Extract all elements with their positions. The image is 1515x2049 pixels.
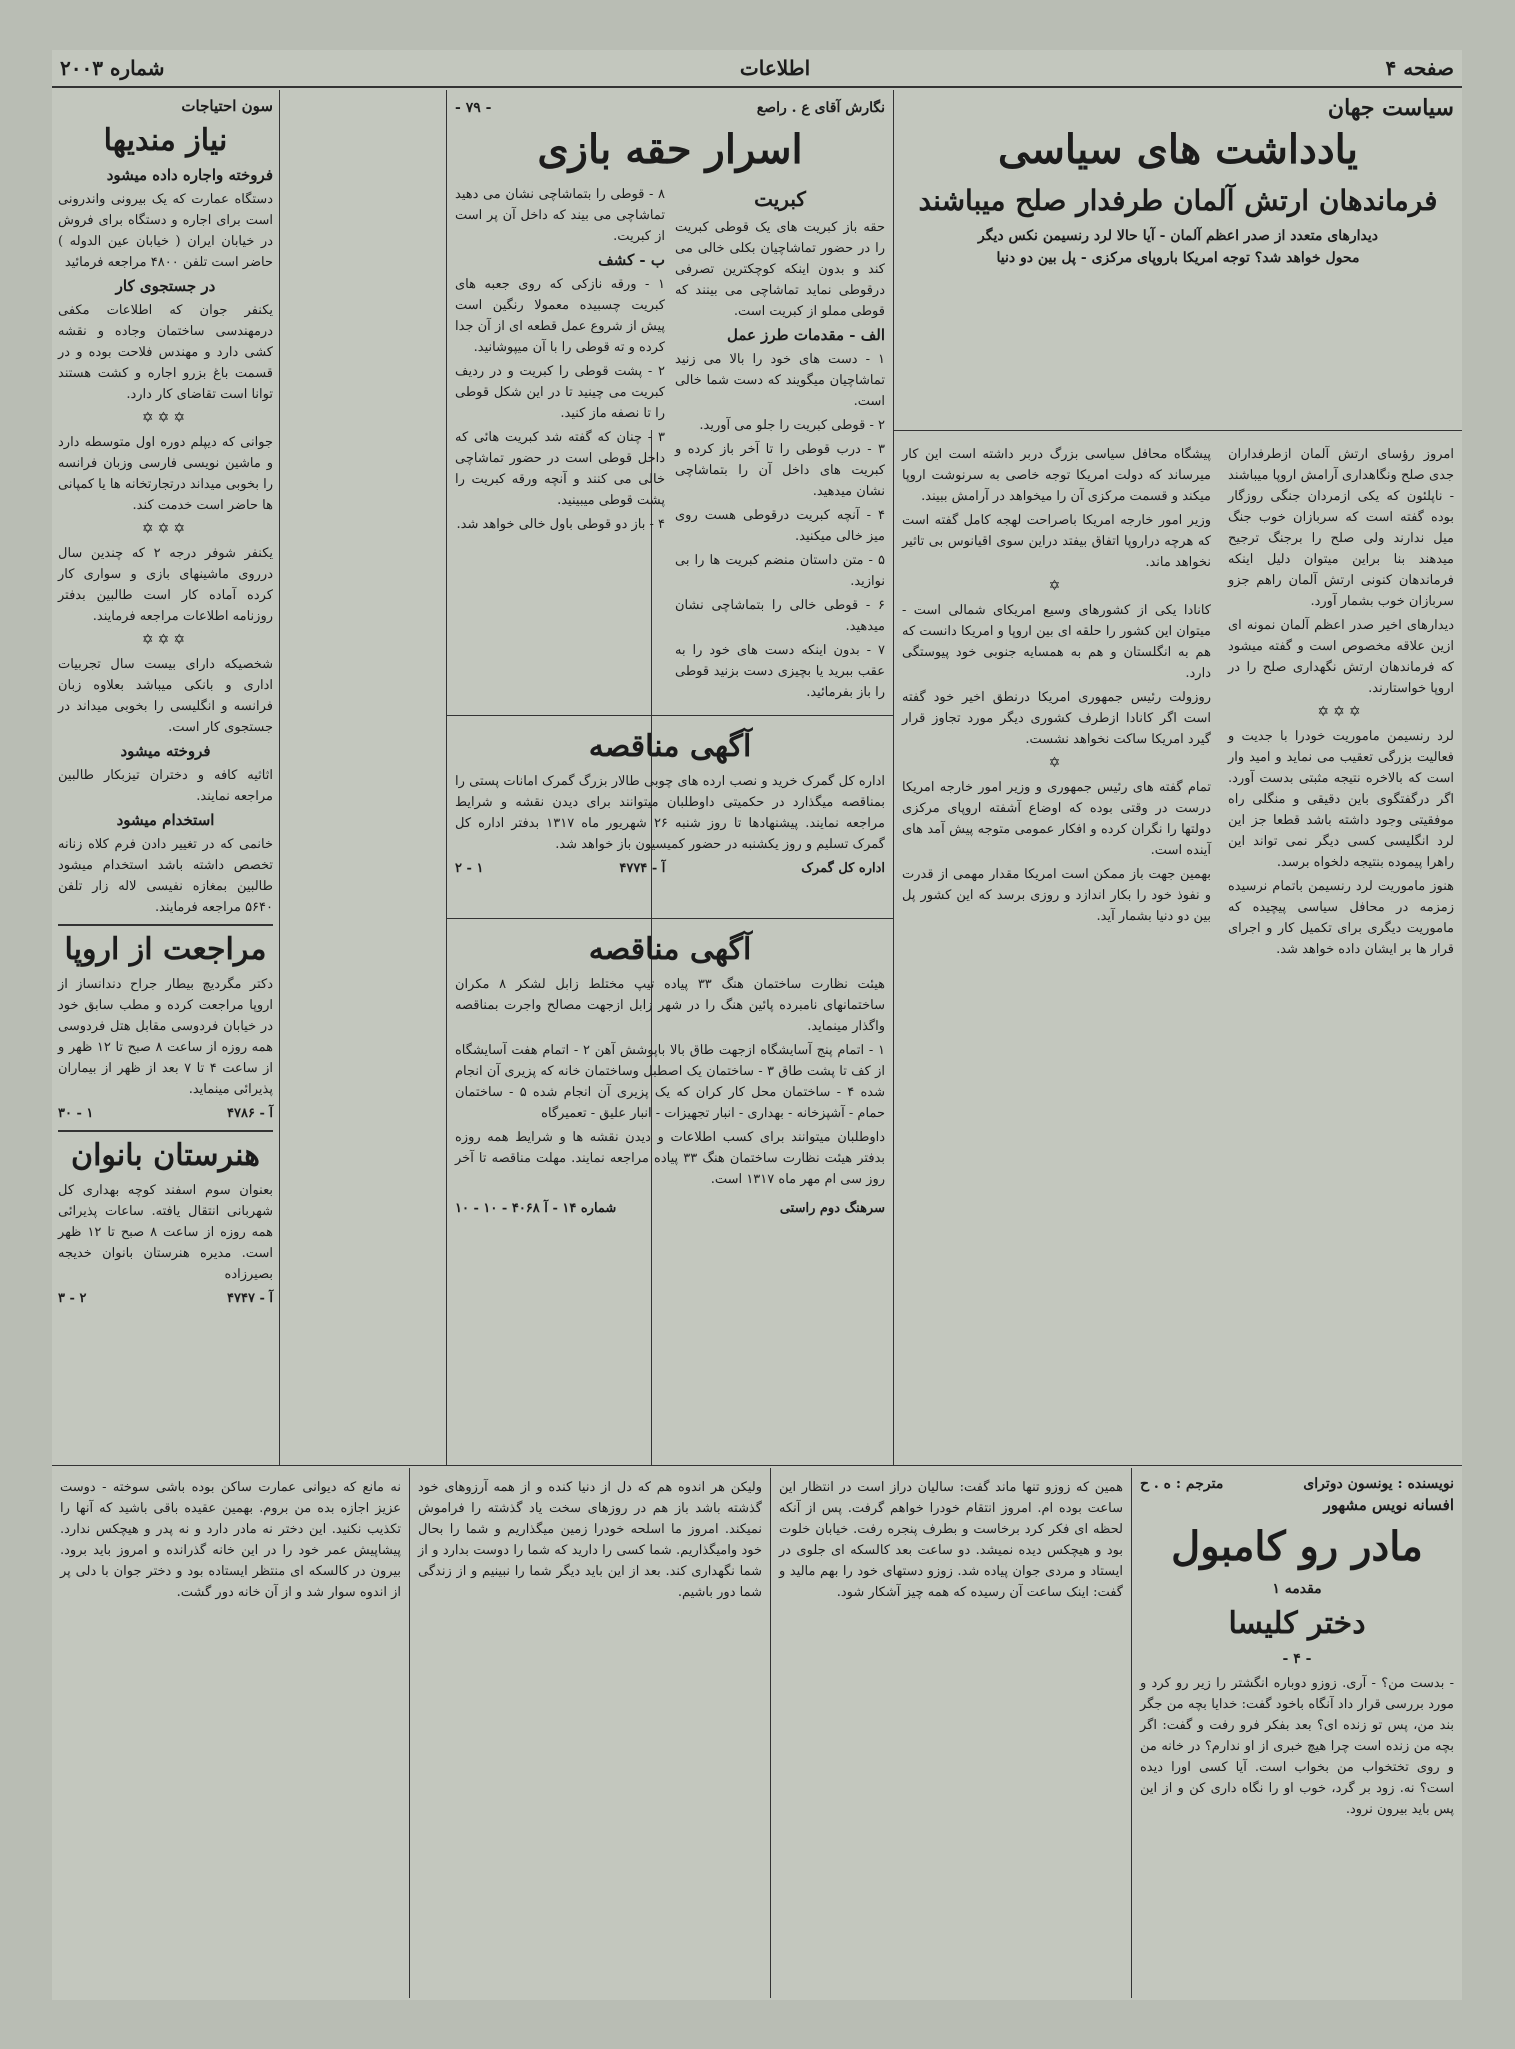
- divider: [409, 1468, 410, 1998]
- divider: [447, 715, 893, 716]
- divider: [279, 90, 280, 1465]
- tricks-step: ۸ - قوطی را بتماشاچی نشان می دهید تماشاچی می بیند که داخل آن پر است از کبریت.: [455, 187, 665, 244]
- page-number: صفحه ۴: [1385, 56, 1454, 80]
- tricks-step: ۲ - پشت قوطی را کبریت و در ردیف کبریت می چینید تا در این شکل قوطی را تا نصفه ماز کنید.: [455, 364, 665, 421]
- tender-signature: سرهنگ دوم راستی: [779, 1201, 885, 1216]
- classified-ad: یکنفر جوان که اطلاعات مکفی درمهندسی ساختمان وجاده و نقشه کشی دارد و مهندس فلاحت بوده و در قسمت باغ بزرو اجاره و کشت هستند توانا است تقاضای کار دارد.: [58, 303, 273, 402]
- classifieds-sub: فروخته میشود: [120, 742, 211, 760]
- tender-title: آگهی مناقصه: [588, 729, 752, 764]
- tender-body: هیئت نظارت ساختمان هنگ ۳۳ پیاده تیپ مختلط زابل لشکر ۸ مکران ساختمانهای نامبرده پائین هنگ را در شهر زابل ازجهت مصالح واجرت بمناقصه واگذار مینماید.: [455, 977, 885, 1034]
- classifieds-section: سون احتیاجات: [181, 97, 273, 115]
- separator-stars: ✡✡✡: [141, 410, 190, 426]
- serial-column-2: [771, 1468, 1131, 1998]
- serial-label: افسانه نویس مشهور: [1323, 1496, 1454, 1514]
- serial-translator: مترجم : ه . ح: [1140, 1476, 1224, 1492]
- serial-text: همین که زوزو تنها ماند گفت: سالیان دراز است در انتظار این ساعت بوده ام. امروز انتقام خودرا خواهم گرفت. پس از آنکه لحظه ای فکر کرد برخاست و بطرف پنجره رفت. خیابان خلوت بود و هیچکس دیده نمیشد. دو ساعت بعد کالسکه ای جلوی در ایستاد و مردی جوان پیاده شد. زوزو دستهای خود را بهم مالید و گفت: اینک ساعت آن رسیده که همه چیز آشکار شود.: [779, 1480, 1123, 1600]
- serial-column-3: [410, 1468, 770, 1998]
- serial-subtitle: دختر کلیسا: [1228, 1606, 1366, 1641]
- politics-title: یادداشت های سیاسی: [998, 126, 1358, 173]
- tender-code: شماره ۱۴ - آ ۴۰۶۸ - ۱۰ - ۱۰: [455, 1201, 617, 1216]
- tricks-step: ۴ - آنچه کبریت درقوطی هست روی میز خالی میکنید.: [675, 508, 885, 544]
- classifieds-sub: استخدام میشود: [116, 811, 215, 829]
- tender-signature: اداره کل گمرک: [801, 861, 885, 876]
- politics-paragraph: بهمین جهت باز ممکن است امریکا مقدار مهمی از قدرت و نفوذ خود را بکار اندازد و روزی برسد که این کشور پل بین دو دنیا بشمار آید.: [902, 867, 1211, 924]
- classified-ad: خانمی که در تغییر دادن فرم کلاه زنانه تخصص داشته باشد استخدام میشود طالبین بمغازه نفیسی لاله زار تلفن ۵۶۴۰ مراجعه فرمایند.: [58, 837, 273, 915]
- tender-code: آ - ۴۷۷۴: [619, 861, 666, 876]
- tender-ad-1: [447, 717, 893, 917]
- separator-stars: ✡✡✡: [141, 632, 190, 648]
- politics-paragraph: هنوز ماموریت لرد رنسیمن باتمام نرسیده زمزمه در محافل سیاسی پیچیده که ماموریت دیگری برای تکمیل کار و اجرای قرار ها بر ایشان داده خواهد شد.: [1228, 879, 1454, 957]
- tender-title: آگهی مناقصه: [588, 932, 752, 967]
- tricks-step: ۲ - قوطی کبریت را جلو می آورید.: [699, 418, 885, 433]
- school-body: بعنوان سوم اسفند کوچه بهداری کل شهربانی انتقال یافته. ساعات پذیرائی همه روزه از ساعت ۸ صبح تا ۱۲ ظهر است. مدیره هنرستان بانوان خدیجه بصیرزاده: [58, 1183, 273, 1282]
- school-title: هنرستان بانوان: [71, 1138, 260, 1173]
- tender-ad-2: [447, 920, 893, 1465]
- politics-paragraph: لرد رنسیمن ماموریت خودرا با جدیت و فعالیت بزرگی تعقیب می نماید و امید وار است که بالاخره نتیجه مثبتی بدست آورد. اگر درگفتگوی باین دقیقی و منگلی راه موفقیتی وجود داشته باشد قطعا جز این لرد انگلیسی کسی دیگر نمی تواند این راهرا پیموده بنتیجه دلخواه برسد.: [1228, 729, 1454, 870]
- tricks-step: ۴ - باز دو قوطی باول خالی خواهد شد.: [456, 517, 665, 532]
- politics-deck-2: محول خواهد شد؟ توجه امریکا باروپای مرکزی - پل بین دو دنیا: [996, 250, 1360, 266]
- tricks-step: ۱ - دست های خود را بالا می زنید تماشاچیان میگویند که دست شما خالی است.: [675, 352, 885, 409]
- separator-stars: ✡✡✡: [1317, 704, 1365, 720]
- classified-ad: اثاثیه کافه و دختران تیزبکار طالبین مراجعه نمایند.: [58, 768, 273, 804]
- school-code: آ - ۴۷۴۷: [227, 1291, 273, 1306]
- return-number: ۱ - ۳۰: [58, 1106, 94, 1121]
- classified-ad: شخصیکه دارای بیست سال تجربیات اداری و بانکی میباشد بعلاوه زبان فرانسه و انگلیسی را بخوبی میداند در جستجوی کار است.: [58, 657, 273, 735]
- tender-number: ۱ - ۲: [455, 861, 484, 876]
- tricks-step: ۳ - درب قوطی را تا آخر باز کرده و کبریت های داخل آن را بتماشاچی نشان میدهید.: [675, 442, 885, 499]
- school-number: ۲ - ۳: [58, 1291, 87, 1306]
- tricks-byline: نگارش آقای ع . راصع: [756, 100, 885, 116]
- newspaper-page: [52, 50, 1462, 2000]
- separator-stars: ✡: [1048, 578, 1065, 594]
- serial-title: مادر رو کامبول: [1171, 1523, 1423, 1570]
- tricks-article: [447, 92, 893, 712]
- divider: [1131, 1468, 1132, 1998]
- serial-number: - ۴ -: [1282, 1651, 1312, 1667]
- divider: [894, 430, 1462, 431]
- serial-author: نویسنده : یونسون دوترای: [1303, 1476, 1454, 1492]
- serial-column-4: [52, 1468, 409, 1998]
- politics-column-2: [894, 435, 1219, 1460]
- divider: [447, 918, 893, 919]
- serial-text: - بدست من؟ - آری. زوزو دوباره انگشتر را زیر رو کرد و مورد بررسی قرار داد آنگاه باخود گفت: خدایا بچه من جگر بند من، پس تو زنده ای؟ بعد بفکر فرو رفت و گفت: اگر بچه من زنده است چرا هیچ خبری از او ندارم؟ در خانه من و روی تختخواب من بخواب است. آیا کسی اورا دیده است؟ نه. زود بر گرد، خوب او را نگاه داری کن و از این پس باید بیرون نرود.: [1140, 1676, 1454, 1817]
- politics-paragraph: پیشگاه محافل سیاسی بزرگ دربر داشته است این کار میرساند که دولت امریکا توجه خاصی به سرنوشت اروپا میکند و قسمت مرکزی آن را میخواهد در آرامش ببیند.: [902, 447, 1211, 504]
- separator-stars: ✡: [1048, 755, 1065, 771]
- politics-column-1: [1220, 435, 1462, 1460]
- tricks-step: ۷ - بدون اینکه دست های خود را به عقب ببرید یا بچیزی دست بزنید قوطی را باز بفرمائید.: [675, 643, 885, 700]
- tricks-step: ۵ - متن داستان منضم کبریت ها را بی نوازید.: [675, 553, 885, 589]
- paper-name: اطلاعات: [739, 56, 811, 80]
- tricks-reveal-heading: ب - کشف: [598, 251, 665, 269]
- classifieds-title: نیاز مندیها: [103, 123, 228, 158]
- divider: [770, 1468, 771, 1998]
- tricks-step: ۶ - قوطی خالی را بتماشاچی نشان میدهید.: [675, 598, 885, 634]
- serial-text: نه مانع که دیوانی عمارت ساکن بوده باشی سوخته - دوست عزیز اجازه بده من بروم. بهمین عقیده باقی باشید که آنها را تکذیب نکنید. این دختر نه مادر دارد و نه پدر و هیچکس ندارد. پیشاپیش عمر خود را در این خانه گذرانده و امروز باید برود. بیرون در کالسکه ای منتظر ایستاده بود و دختر جوان با دلی پر از اندوه سوار شد و از آن خانه دور گشت.: [60, 1480, 401, 1600]
- tender-body: داوطلبان میتوانند برای کسب اطلاعات و دیدن نقشه ها و شرایط همه روزه بدفتر هیئت نظارت ساختمان هنگ ۳۳ پیاده مراجعه نمایند. مهلت مناقصه تا آخر روز سی ام مهر ماه ۱۳۱۷ است.: [455, 1130, 886, 1187]
- tricks-step: ۳ - چنان که گفته شد کبریت هائی که داخل قوطی است در حضور تماشاچی خالی می کنند و آنچه ورقه کبریت را پشت قوطی میبینید.: [455, 430, 665, 508]
- tricks-step: ۱ - ورقه نازکی که روی جعبه های کبریت چسبیده معمولا رنگین است پیش از شروع عمل قطعه ای از آن جدا کرده و ته قوطی را با آن میپوشانید.: [455, 277, 665, 355]
- tricks-intro: حقه باز کبریت های یک قوطی کبریت را در حضور تماشاچیان بکلی خالی می کند و بدون اینکه کوچکترین تصرفی درقوطی نماید تماشاچی می بینند که قوطی مملو از کبریت است.: [675, 220, 885, 319]
- tender-items: ۱ - اتمام پنج آسایشگاه ازجهت طاق بالا باپوشش آهن ۲ - اتمام هفت آسایشگاه از کف تا پشت طاق ۳ - ساختمان یک اصطبل وساختمان خانه که پزیری آن انجام شده ۴ - ساختمان محل کار کران که یک پزیری آن انجام شده ۵ - ساختمان حمام - آشپزخانه - بهداری - انبار تجهیزات - انبار علیق - تعمیرگاه: [455, 1043, 886, 1121]
- classified-ad: جوانی که دیپلم دوره اول متوسطه دارد و ماشین نویسی فارسی وزبان فرانسه را بخوبی میداند درتجارتخانه ها یا کمپانی ها حاضر است خدمت کند.: [58, 435, 273, 513]
- serial-header: [1132, 1468, 1462, 1998]
- classifieds-sub: در جستجوی کار: [115, 277, 216, 295]
- tricks-steps-heading: الف - مقدمات طرز عمل: [726, 326, 885, 344]
- politics-header-block: [894, 92, 1462, 432]
- politics-paragraph: کانادا یکی از کشورهای وسیع امریکای شمالی است - میتوان این کشور را حلقه ای بین اروپا و امریکا دانست که هم به انگلستان و هم به همسایه جنوبی خود پیوستگی دارد.: [902, 603, 1211, 681]
- politics-headline: فرماندهان ارتش آلمان طرفدار صلح میباشند: [918, 184, 1438, 217]
- serial-text: ولیکن هر اندوه هم که دل از دنیا کنده و از همه آرزوهای خود گذشته باشد باز هم در روزهای سخت یاد گذشته را فراموش نمیکند. امروز ما اسلحه خودرا زمین میگذاریم و شما را بحال خود وامیگذاریم. شما کسی را دارید که شما را دوست بدارد و از شما نگهداری کند. بعد از این باید دیگر شما را نبینیم و از زندگی شما دور باشیم.: [418, 1480, 762, 1600]
- return-title: مراجعت از اروپا: [64, 932, 267, 967]
- divider: [52, 1465, 1462, 1466]
- section-label: سیاست جهان: [1327, 95, 1454, 121]
- classifieds-sub: فروخته واجاره داده میشود: [106, 166, 273, 184]
- page-header: [52, 50, 1462, 88]
- politics-deck-1: دیدارهای متعدد از صدر اعظم آلمان - آیا حالا لرد رنسیمن نکس دیگر: [978, 228, 1378, 244]
- classified-ad: دستگاه عمارت که یک بیرونی واندرونی است برای اجاره و دستگاه برای فروش در خیابان ایران ( خیابان عین الدوله ) حاضر است تلفن ۴۸۰۰ مراجعه فرمائید: [58, 192, 273, 270]
- politics-paragraph: دیدارهای اخیر صدر اعظم آلمان نمونه ای ازین علاقه مخصوص است و گفته میشود که فرماندهان ارتش نگهداری صلح را در اروپا خواستارند.: [1228, 618, 1454, 696]
- classified-ad: یکنفر شوفر درجه ۲ که چندین سال درروی ماشینهای بازی و سواری کار کرده آماده کار است طالبین بدفتر روزنامه اطلاعات مراجعه فرمایند.: [58, 546, 274, 624]
- serial-part: مقدمه ۱: [1272, 1581, 1322, 1597]
- return-code: آ - ۴۷۸۶: [227, 1106, 273, 1121]
- issue-number: شماره ۲۰۰۳: [60, 56, 165, 80]
- return-body: دکتر مگردیچ بیطار جراح دندانساز از اروپا مراجعت کرده و مطب سابق خود در خیابان فردوسی مقابل هتل فردوسی همه روزه از ساعت ۸ صبح تا ۱۲ ظهر و از ساعت ۴ تا ۷ بعد از ظهر از بیماران پذیرائی مینماید.: [58, 977, 274, 1097]
- tender-body: اداره کل گمرک خرید و نصب ارده های چوبی طالار بزرگ گمرک امانات پستی را بمناقصه میگذارد در حکمیتی داوطلبان میتوانند برای دیدن نقشه و شرایط مراجعه نمایند. پیشنهادها تا روز شنبه ۲۶ شهریور ماه ۱۳۱۷ بدفتر اداره کل گمرک تسلیم و روز یکشنبه در حضور کمیسیون باز خواهد شد.: [455, 774, 885, 852]
- politics-paragraph: امروز رؤسای ارتش آلمان ازطرفداران جدی صلح ونگاهداری آرامش اروپا میباشند - ناپلئون که یکی ازمردان جنگی روزگار بوده گفته است که سربازان خوب جنگ میل ندارند ولی صلح را برجنگ ترجیح میدهند بنا براین میتوان دلیل اینکه فرماندهان کنونی ارتش آلمان راهم جزو سربازان خوب بشمار آورد.: [1228, 447, 1454, 609]
- politics-paragraph: تمام گفته های رئیس جمهوری و وزیر امور خارجه امریکا درست در وقتی بوده که اوضاع آشفته اروپای مرکزی دولتها را نگران کرده و افکار عمومی متوجه پیش آمد های آینده است.: [902, 780, 1211, 858]
- tricks-subtitle: کبریت: [754, 187, 806, 211]
- classifieds-column: [52, 92, 279, 1465]
- separator-stars: ✡✡✡: [141, 521, 190, 537]
- tricks-number: - ۷۹ -: [455, 100, 492, 116]
- politics-paragraph: روزولت رئیس جمهوری امریکا درنطق اخیر خود گفته است اگر کانادا ازطرف کشوری دیگر مورد تجاوز قرار گیرد امریکا ساکت نخواهد نشست.: [902, 690, 1211, 747]
- tricks-title: اسرار حقه بازی: [537, 126, 803, 173]
- politics-paragraph: وزیر امور خارجه امریکا باصراحت لهجه کامل گفته است که هرچه دراروپا اتفاق بیفتد دراین سوی اقیانوس بی تاثیر نخواهد ماند.: [902, 513, 1211, 570]
